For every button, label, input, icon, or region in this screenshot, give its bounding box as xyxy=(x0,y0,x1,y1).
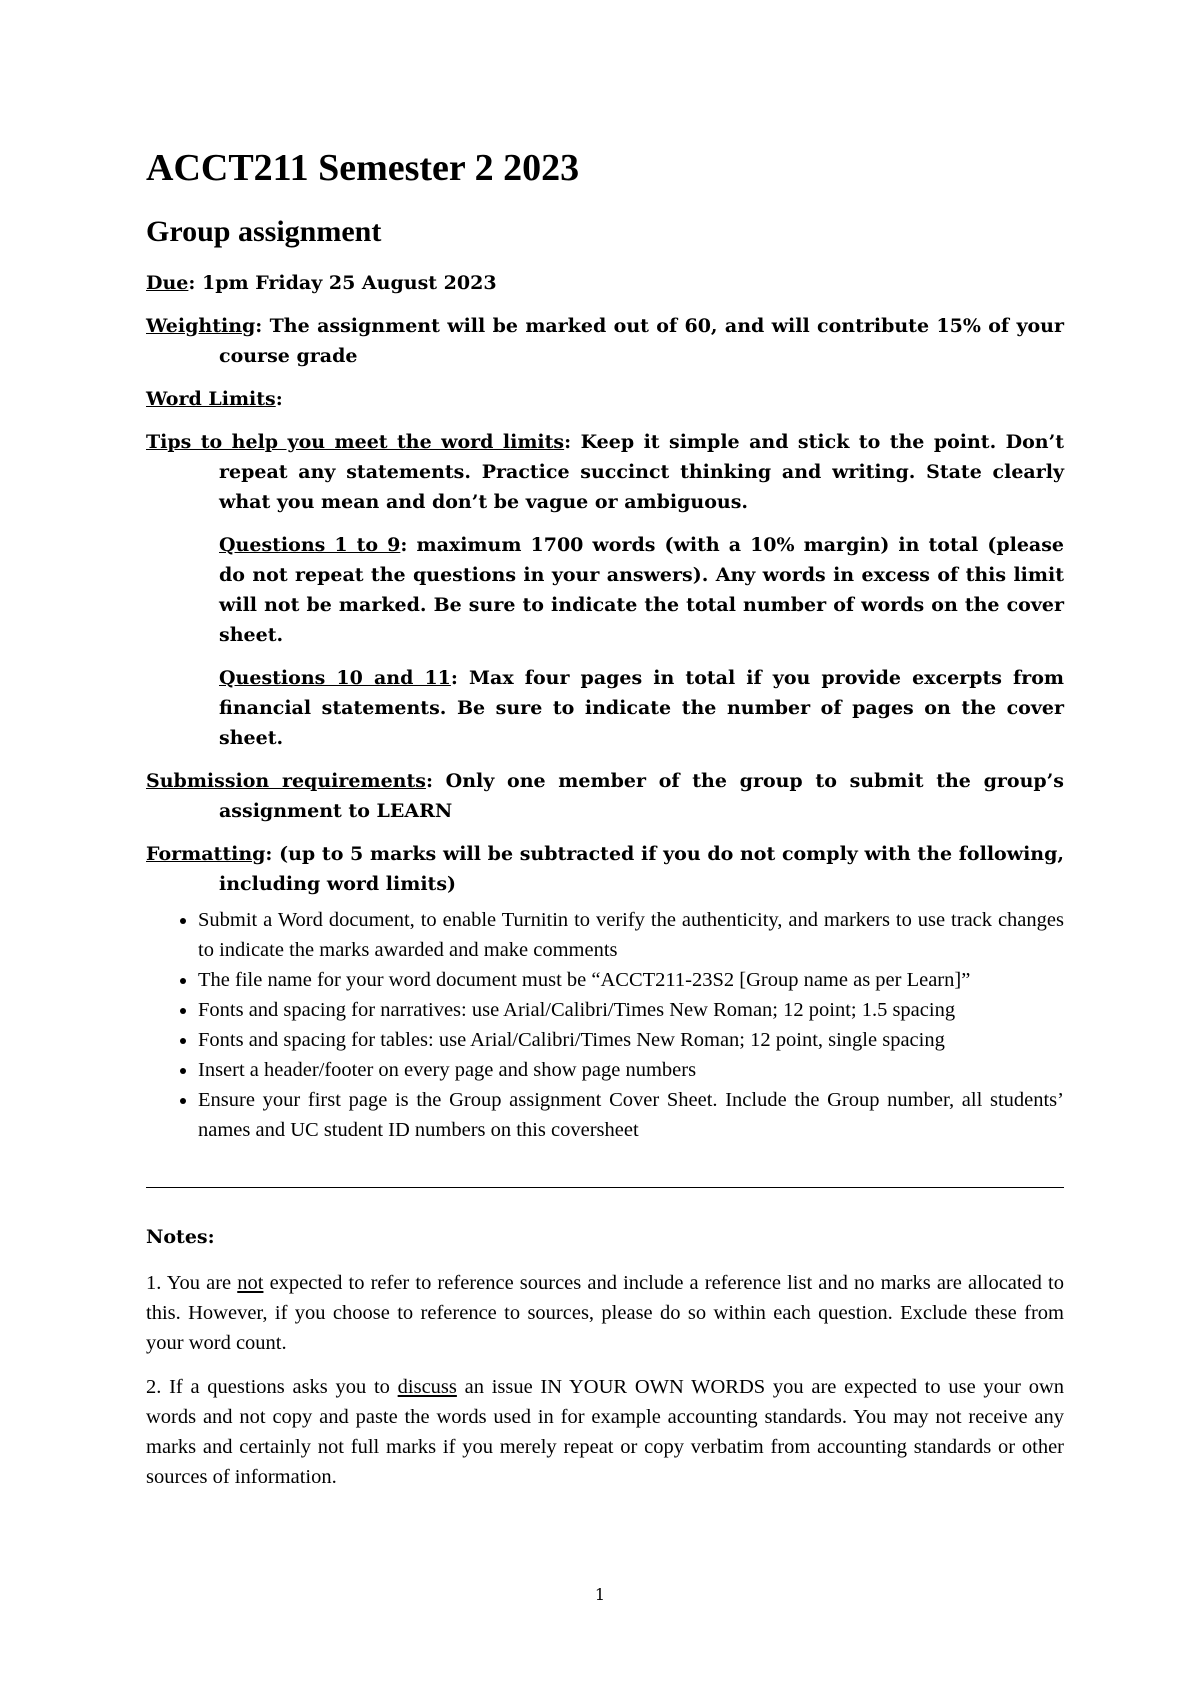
questions-1-to-9-text: : maximum 1700 words (with a 10% margin) in total (please do not repeat the questions in your answers). Any words in excess of this limit will not be marked. Be sure to indicate the total number of words on the cover sheet. xyxy=(219,533,1065,646)
bullet-item: • Fonts and spacing for tables: use Arial/Calibri/Times New Roman; 12 point, single spacing xyxy=(198,1025,1064,1055)
horizontal-divider xyxy=(146,1187,1064,1188)
bullet-item: • Submit a Word document, to enable Turnitin to verify the authenticity, and markers to use track changes to indicate the marks awarded and make comments xyxy=(198,905,1064,965)
page-title: ACCT211 Semester 2 2023 xyxy=(146,147,580,189)
submission-text: : Only one member of the group to submit the group’s assignment to LEARN xyxy=(219,769,1064,822)
note-2-pre: 2. If a questions asks you to xyxy=(146,1375,398,1398)
questions-10-11-paragraph xyxy=(146,663,1064,753)
formatting-text: : (up to 5 marks will be subtracted if you do not comply with the following, including word limits) xyxy=(219,842,1064,895)
word-limits-label: Word Limits xyxy=(146,387,276,410)
note-2 xyxy=(146,1372,1064,1492)
formatting-label: Formatting xyxy=(146,842,266,865)
note-2-emphasis: discuss xyxy=(397,1375,457,1398)
tips-paragraph xyxy=(146,427,1064,517)
note-1-pre: 1. You are xyxy=(146,1271,238,1294)
questions-1-to-9-label: Questions 1 to 9 xyxy=(219,533,401,556)
tips-text: : Keep it simple and stick to the point. Don’t repeat any statements. Practice succinct thinking and writing. State clearly what you mean and don’t be vague or ambiguous. xyxy=(219,430,1064,513)
questions-10-11-text: : Max four pages in total if you provide excerpts from financial statements. Be sure to indicate the number of pages on the cover sheet. xyxy=(219,666,1064,749)
submission-paragraph xyxy=(146,766,1064,826)
note-2-post: an issue IN YOUR OWN WORDS you are expected to use your own words and not copy and paste the words used in for example accounting standards. You may not receive any marks and certainly not full marks if you merely repeat or copy verbatim from accounting standards or other sources of information. xyxy=(146,1375,1064,1488)
note-1-emphasis: not xyxy=(237,1271,264,1294)
formatting-paragraph xyxy=(146,839,1064,899)
weighting-text: : The assignment will be marked out of 60, and will contribute 15% of your course grade xyxy=(219,314,1064,367)
bullet-item: • Ensure your first page is the Group assignment Cover Sheet. Include the Group number, all students’ names and UC student ID numbers on this coversheet xyxy=(198,1085,1064,1145)
questions-1-to-9-paragraph xyxy=(146,530,1064,650)
word-limits-line xyxy=(146,384,1064,414)
questions-10-11-label: Questions 10 and 11 xyxy=(219,666,451,689)
due-text: : 1pm Friday 25 August 2023 xyxy=(188,271,497,294)
weighting-label: Weighting xyxy=(146,314,256,337)
submission-label: Submission requirements xyxy=(146,769,426,792)
page-number: 1 xyxy=(594,1585,606,1604)
note-1-post: expected to refer to reference sources and include a reference list and no marks are allocated to this. However, if you choose to reference to sources, please do so within each question. Exclude these from your word count. xyxy=(146,1271,1064,1354)
page-subtitle: Group assignment xyxy=(146,214,382,248)
weighting-line xyxy=(146,311,1064,371)
note-1 xyxy=(146,1268,1064,1358)
tips-label: Tips to help you meet the word limits xyxy=(146,430,565,453)
bullet-item: • Fonts and spacing for narratives: use Arial/Calibri/Times New Roman; 12 point; 1.5 spacing xyxy=(198,995,1064,1025)
bullet-item: • Insert a header/footer on every page and show page numbers xyxy=(198,1055,1064,1085)
bullet-item: • The file name for your word document must be “ACCT211-23S2 [Group name as per Learn]” xyxy=(198,965,1064,995)
due-label: Due xyxy=(146,271,189,294)
formatting-bullet-list xyxy=(146,905,1064,1145)
notes-heading: Notes: xyxy=(146,1225,215,1248)
due-line xyxy=(146,268,1064,298)
word-limits-text: : xyxy=(275,387,283,410)
page-content xyxy=(146,146,1064,1506)
